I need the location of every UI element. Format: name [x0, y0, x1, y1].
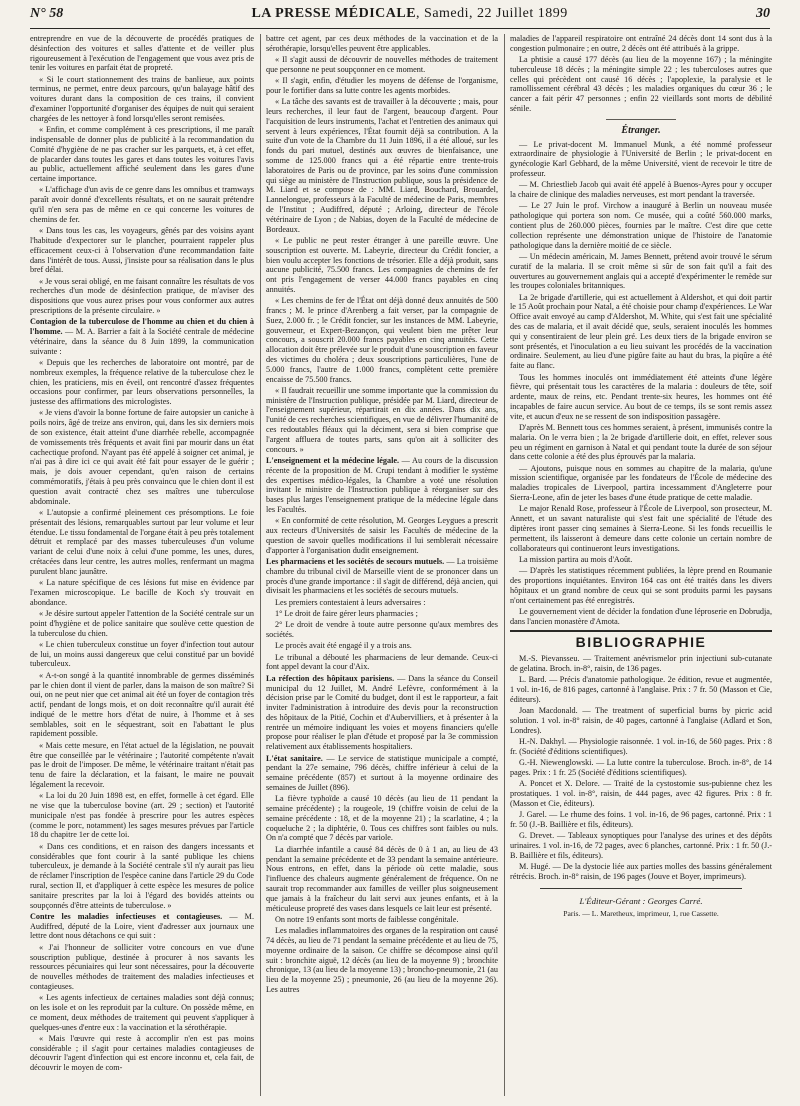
paragraph: maladies de l'appareil respiratoire ont entraîné 24 décès dont 14 sont dus à la congestion pulmonaire ; en outre, 2 décès ont été attribués à la grippe. [510, 34, 772, 53]
paragraph: 1° Le droit de faire gérer leurs pharmacies ; [275, 608, 418, 618]
paragraph: La mission partira au mois d'Août. [519, 554, 633, 564]
section-divider [606, 119, 676, 120]
paragraph: « Les chemins de fer de l'État ont déjà donné deux annuités de 500 francs ; M. le prince d'Arenberg a fait verser, par la compagnie de Suez, 2.000 fr. ; le Crédit foncier, sur les instances de MM. Labeyrie, gouverneur, et Expert-Bezançon, qui veulent bien me prêter leur concours, a souscrit 20.000 francs payables en cinq annuités. Cette allocation doit être prélevée sur le produit d'une souscription en faveur des victimes du choléra ; deux souscriptions particulières, l'une de 5.000 francs, l'autre de 1.000 francs, complètent cette première encaisse de 75.500 francs. [266, 296, 498, 384]
bibliography-entry: L. Bard. — Précis d'anatomie pathologique. 2e édition, revue et augmentée, 1 vol. in-16, de 816 pages, cartonné à l'anglaise. Prix : 7 fr. 50 (Masson et Cie, éditeurs). [510, 675, 772, 704]
article-pharmaciens [266, 557, 498, 596]
bibliography-rule [510, 630, 772, 632]
paragraph: « Dans ces conditions, et en raison des dangers incessants et considérables que font courir à la santé publique les chiens tuberculeux, je demande à la Société centrale s'il n'y aurait pas lieu de réclamer l'inscription de l'espèce canine dans l'article 29 du Code rural, section II, et d'appliquer à cette espèce les mesures de police sanitaire prescrites par la loi à l'égard des bovidés atteints ou soupçonnés d'être atteints de tuberculose. » [30, 841, 254, 910]
article-heading: Contagion de la tuberculose de l'homme au chien et du chien à l'homme. [30, 317, 254, 337]
paragraph: — D'après les statistiques récemment publiées, la lèpre prend en Roumanie des proportions inquiétantes. Environ 164 cas ont été traités dans les divers hôpitaux et un grand nombre de ceux qui se sont produits parmi les paysans n'ont certainement pas été enregistrés. [510, 566, 772, 605]
paragraph: « Enfin, et comme complément à ces prescriptions, il me paraît indispensable de donner plus de publicité à la recommandation du Comité d'hygiène de ne pas cracher sur les parquets, et, à cet effet, de placarder dans toutes les gares et dans toutes les voitures l'avis au public, actuellement affiché seulement dans les gares d'une certaine importance. [30, 125, 254, 184]
bibliography-list [510, 654, 772, 882]
paragraph: « L'affichage d'un avis de ce genre dans les omnibus et tramways paraît avoir donné d'excellents résultats, et on ne saurait prétendre qu'il n'en sera pas de même en ce qui concerne les voitures de chemins de fer. [30, 185, 254, 224]
bibliography-entry: Joan Macdonald. — The treatment of superficial burns by picric acid solution. 1 vol. in-8° raisin, de 40 pages, cartonné à l'anglaise (Adlard et Son, Londres). [510, 706, 772, 735]
paragraph: « L'autopsie a confirmé pleinement ces présomptions. Le foie présentait des lésions, remarquables surtout par leur volume et leur étendue. Le tissu fondamental de l'organe était à peu près totalement détruit et remplacé par des masses tuberculeuses d'un volume variant de celui d'une noix à celui d'une pomme, les unes, dures, crétacées dans leur centre, les autres molles, renfermant un magma purulent blanc jaunâtre. [30, 507, 254, 576]
paragraph: « La nature spécifique de ces lésions fut mise en évidence par l'examen microscopique. Le bacille de Koch s'y trouvait en abondance. [30, 578, 254, 607]
paragraph: « Si le court stationnement des trains de banlieue, aux points terminus, ne permet, entre deux parcours, qu'un balayage hâtif des voitures durant dans la composition de ces trains, il convient d'examiner l'opportunité d'organiser des équipes de nuit qui seraient chargées de les nettoyer à fond lorsqu'elles seront remisées. [30, 74, 254, 123]
paragraph: « A-t-on songé à la quantité innombrable de germes disséminés par le chien dont il vient de parler, dans la maison de son maître? Si oui, on ne peut nier que cet animal ait été un foyer de contagion très actif, pendant de longs mois, et on doit reconnaître qu'il aurait été indiqué de le mettre hors d'état de nuire, à l'homme et à ses semblables, soit en le séquestrant, soit en l'abattant le plus rapidement possible. [30, 670, 254, 739]
paragraph: La diarrhée infantile a causé 84 décès de 0 à 1 an, au lieu de 43 pendant la semaine précédente et de 33 pendant la semaine antérieure. Nous entrons, en effet, dans la période où cette maladie, sous l'influence des chaleurs augmente généralement de fréquence. On ne saurait trop recommander aux familles de veiller plus soigneusement que jamais à la fraîcheur du lait servi aux jeunes enfants, et à la méticuleuse propreté des vases dans lesquels ce lait leur est présenté. [266, 844, 498, 913]
paragraph: — M. Audiffred, député de la Loire, vient d'adresser aux journaux une lettre dont nous détachons ce qui suit : [30, 911, 254, 941]
paragraph: — Dans la séance du Conseil municipal du 12 Juillet, M. André Lefèvre, conformément à la décision prise par le Comité du budget, dont il est le rapporteur, a fait inviter l'administration à introduire des devis pour la reconstruction des hôpitaux de la Pitié, Cochin et d'Aubervilliers, et à présenter à la rentrée un mémoire indiquant les voies et moyens financiers qu'elle propose pour réaliser le plan d'étude et proposé par la 3e commission relativement aux établissements hospitaliers. [266, 673, 498, 752]
paragraph: 2° Le droit de vendre à toute autre personne qu'aux membres des sociétés. [266, 620, 498, 640]
paragraph: Les premiers contestaient à leurs adversaires : [275, 597, 426, 607]
article-heading: L'état sanitaire. [266, 753, 323, 763]
paragraph: — Le 27 Juin le prof. Virchow a inauguré à Berlin un nouveau musée pathologique qui portera son nom. Ce musée, qui a coûté 560.000 marks, contient plus de 260.000 pièces, fournies par le maître. C'est dire que cette collection représente une démonstration unique de l'histoire de l'anatomie pathologique dans la dernière moitié de ce siècle. [510, 201, 772, 250]
paragraph: « En conformité de cette résolution, M. Georges Leygues a prescrit aux recteurs d'Universités de saisir les Facultés de médecine de la question de savoir quelles modifications il lui semblerait nécessaire d'apporter à l'organisation dudit enseignement. [266, 516, 498, 555]
paragraph: « Mais cette mesure, en l'état actuel de la législation, ne pouvait être que conseillée par le vétérinaire ; l'autorité compétente n'avait pas le droit de l'imposer. De même, le vétérinaire traitant n'était pas tenu de faire la déclaration, et la faisant, le maire ne pouvait légalement la recevoir. [30, 740, 254, 789]
article-heading: L'enseignement et la médecine légale. [266, 455, 400, 465]
column-3 [510, 34, 772, 1094]
article-maladies-infectieuses [30, 912, 254, 941]
paragraph: La phtisie a causé 177 décès (au lieu de la moyenne 167) ; la méningite tuberculeuse 18 décès ; la méningite simple 22 ; les tuberculoses autres que celles qui précèdent ont causé 16 décès ; l'apoplexie, la paralysie et le ramollissement cérébral 43 décès ; les maladies organiques du cœur 36 ; le cancer a fait périr 47 personnes ; enfin 22 vieillards sont morts de débilité sénile. [510, 55, 772, 114]
article-heading: La réfection des hôpitaux parisiens. [266, 673, 395, 683]
paragraph: « Je désire surtout appeler l'attention de la Société centrale sur un point d'hygiène et de police sanitaire que soulève cette question de la tuberculose du chien. [30, 608, 254, 638]
bibliography-entry: M.-S. Pievansseu. — Traitement anévrismelor prin injectiuni sub-cutanate de gelatina. Broch. in-8°, raisin, de 136 pages. [510, 654, 772, 674]
paragraph: « Les agents infectieux de certaines maladies sont déjà connus; on les isole et on les reproduit par la culture. On possède même, en ce moment, deux méthodes de traitement qui peuvent s'appliquer à quelques-unes d'entre eux : la vaccination et la sérothérapie. [30, 993, 254, 1032]
column-2 [266, 34, 498, 1094]
paragraph: La 2e brigade d'artillerie, qui est actuellement à Aldershot, et qui doit partir le 15 Août prochain pour Natal, a été choisie pour champ d'expériences. Le War Office avait envoyé au camp d'Aldershot, M. White, qui s'est fait une spécialité des cas de malaria, et il avait décidé que, seuls, seraient inoculés les hommes qui y consentiraient de leur plein gré. Les deux tiers de la brigade environ se sont présentés, et l'inoculation a eu lieu suivant les procédés de la vaccination ordinaire. Seulement, au lieu d'une pigûre faite au haut du bras, la piqûre a été faite au flanc. [510, 292, 772, 371]
paragraph: battre cet agent, par ces deux méthodes de la vaccination et de la sérothérapie, lorsqu'elles peuvent être applicables. [266, 34, 498, 53]
paragraph: « Il s'agit, enfin, d'étudier les moyens de défense de l'organisme, pour le fortifier dans sa lutte contre les agents morbides. [266, 76, 498, 95]
bibliography-title: BIBLIOGRAPHIE [575, 634, 707, 651]
header-rule [30, 28, 770, 29]
paragraph: « J'ai l'honneur de solliciter votre concours en vue d'une souscription publique, destinée à procurer à nos savants les ressources pécuniaires qui leur sont nécessaires, pour la découverte de nouvelles méthodes de traitement des maladies infectieuses et contagieuses. [30, 942, 254, 991]
bibliography-entry: M. Hugé. — De la dystocie liée aux parties molles des bassins généralement rétrécis. Broch. in-8° raisin, de 196 pages (Jouve et Boyer, imprimeurs). [510, 862, 772, 881]
paragraph: — Le service de statistique municipale a compté, pendant la 27e semaine, 796 décès, chiffre inférieur à celui de la semaine précédente (857) et surtout à la moyenne ordinaire des semaines de Juillet (896). [266, 753, 498, 792]
paragraph: — La troisième chambre du tribunal civil de Marseille vient de se prononcer dans un procès d'une grande importance : il s'agit de différend, déjà ancien, qui divisait les pharmaciens et les sociétés de secours mutuels. [266, 556, 498, 596]
paragraph: « Dans tous les cas, les voyageurs, gênés par des voisins ayant l'habitude d'expectorer sur le plancher, pourraient rappeler plus efficacement ceux-ci à l'observation d'une recommandation faite dans l'intérêt de tous. Aussi, j'insiste pour sa réalisation dans le plus bref délai. [30, 226, 254, 275]
paragraph: « La loi du 20 Juin 1898 est, en effet, formelle à cet égard. Elle ne vise que la tuberculose bovine (art. 29 ; section) et l'autorité municipale n'est pas fondée à prescrire pour les autres espèces (comme le porc, notamment) les sages mesures prévues par l'article 18 du chapitre 1er de cette loi. [30, 791, 254, 840]
paragraph: « Je viens d'avoir la bonne fortune de faire autopsier un caniche à poils noirs, âgé de treize ans environ, qui, dans les six derniers mois de son existence, était atteint d'une diarrhée rebelle, accompagnée de vomissements très fréquents et avait fini par mourir dans un état cachectique profond. N'ayant pas été appelé à soigner cet animal, je n'ai pas à dire ici ce qui avait été fait pour essayer de le guérir ; mais, je dois avouer cependant, qu'en raison de certains commémoratifs, j'étais à peu près convaincu que le chien dont il est question avait contracté chez ses maîtres une tuberculose abdominale. [30, 408, 254, 506]
running-head [30, 6, 770, 26]
paragraph: — Ajoutons, puisque nous en sommes au chapitre de la malaria, qu'une mission scientifique, organisée par les fondateurs de l'École de médecine des maladies tropicales de Liverpool, partira incessamment d'Angleterre pour Sierra-Leone, afin de jeter les bases d'une étude pratique de cette maladie. [510, 463, 772, 503]
article-tuberculose-chien [30, 317, 254, 356]
editor-credit: L'Éditeur-Gérant : Georges Carré. [579, 895, 703, 906]
paragraph: Les maladies inflammatoires des organes de la respiration ont causé 74 décès, au lieu de 71 pendant la semaine précédente et au lieu de 75, moyenne ordinaire de la saison. Ce chiffre se décompose ainsi qu'il suit : bronchite aiguë, 12 décès (au lieu de la moyenne 9) ; bronchite chronique, 13 (au lieu de la moyenne 13) ; broncho-pneumonie, 21 (au lieu de la moyenne 25) ; pneumonie, 26 (au lieu de la moyenne 26). Les autres [266, 926, 498, 994]
paragraph: Tous les hommes inoculés ont immédiatement été atteints d'une légère fièvre, qui présentait tous les caractères de la malaria : douleurs de tête, soif ardente, maux de reins, etc. Pendant trente-six heures, les hommes ont été incapables de faire aucun service. Au bout de ce temps, ils se sont remis assez vite, et aucun d'eux ne se ressent de son indisposition passagère. [510, 372, 772, 421]
page-number: 30 [756, 6, 770, 21]
article-medecine-legale [266, 456, 498, 515]
issue-date: , Samedi, 22 Juillet 1899 [416, 6, 568, 21]
bibliography-entry: G.-H. Niewenglowski. — La lutte contre la tuberculose. Broch. in-8°, de 14 pages. Prix : 1 fr. 25 (Société d'éditions scientifiques). [510, 758, 772, 777]
paragraph: « La tâche des savants est de travailler à la découverte ; mais, pour leurs recherches, il leur faut de l'argent, beaucoup d'argent. Pour l'acquisition de leurs instruments, l'achat et l'entretien des animaux qui servent à leurs expériences, l'État fournit déjà sa contribution. A la suite d'un vote de la Chambre du 11 Juin 1896, il a été alloué, sur les fonds du pari mutuel, destinés aux œuvres de bienfaisance, une somme de 125.000 francs qui a été répartie entre trente-trois laboratoires de Paris ou de province, par les soins d'une commission qui siège au ministère de l'Instruction publique, sous la présidence de M. Liard et se compose de : MM. Liard, Bouchard, Brouardel, Lannelongue, professeurs à la Faculté de médecine de Paris, membres de l'Institut ; Audiffred, député ; Arloing, directeur de l'école vétérinaire de Lyon ; de Nabias, doyen de la Faculté de médecine de Bordeaux. [266, 97, 498, 234]
paragraph: — M. Chriestlieb Jacob qui avait été appelé à Buenos-Ayres pour y occuper la chaire de clinique des maladies nerveuses, est mort pendant la traversée. [510, 180, 772, 200]
bibliography-entry: A. Poncet et X. Delore. — Traité de la cystostomie sus-pubienne chez les prostatiques. 1 vol. in-8°, raisin, de 444 pages, avec 42 figures. Prix : 8 fr. (Masson et Cie, éditeurs). [510, 779, 772, 808]
paragraph: « Le chien tuberculeux constitue un foyer d'infection tout autour de lui, un moins aussi dangereux que celui constitué par un bovidé tuberculeux. [30, 639, 254, 669]
article-etat-sanitaire [266, 754, 498, 793]
paragraph: « Le public ne peut rester étranger à une pareille œuvre. Une souscription est ouverte. M. Labeyrie, directeur du Crédit foncier, a bien voulu accepter les fonctions de trésorier. Elle a déjà produit, sans aucune publicité, 75.500 francs. Les compagnies de chemins de fer ont pris l'engagement de verser 44.000 francs payables en cinq annuités. [266, 235, 498, 294]
paragraph: — Le privat-docent M. Immanuel Munk, a été nommé professeur extraordinaire de physiologie à l'Université de Berlin ; le privat-docent en gynécologie Karl Gebhard, de la même Université, vient de recevoir le titre de professeur. [510, 139, 772, 179]
section-title-etranger: Étranger. [621, 124, 661, 136]
paragraph: — Au cours de la discussion récente de la proposition de M. Crupi tendant à modifier le système des expertises médico-légales, la Chambre a voté une résolution invitant le ministre de l'Instruction publique à réorganiser sur des bases plus larges l'enseignement pratique de la médecine légale dans les Facultés. [266, 455, 498, 514]
bibliography-entry: G. Drevet. — Tableaux synoptiques pour l'analyse des urines et des dépôts urinaires. 1 vol. in-16, de 72 pages, avec 6 planches, cartonné. Prix : 1 fr. 50 (J.-B. Baillière et fils, éditeurs). [510, 831, 772, 860]
column-1 [30, 34, 254, 1094]
paragraph: Le procès avait été engagé il y a trois ans. [275, 641, 412, 651]
paragraph: Le gouvernement vient de décider la fondation d'une léproserie en Dobrudja, dans l'ancien monastère d'Amota. [510, 606, 772, 626]
paragraph: « Il faudrait recueillir une somme importante que la commission du ministère de l'Instruction publique, présidée par M. Liard, directeur de l'enseignement supérieur, répartirait en dix années. Dans dix ans, l'unité de ces recherches scientifiques, en vue de délivrer l'humanité de ces redoutables fléaux qui la déciment, sera si bien comprise que l'argent affluera de toutes parts, sans qu'on ait à solliciter des concours. » [266, 385, 498, 454]
paragraph: Le major Renald Rose, professeur à l'École de Liverpool, son prosecteur, M. Annett, et un savant naturaliste qui s'est fait une spécialité de l'étude des diptères iront passer cinq semaines à Sierra-Leone. Si les fonds recueillis le permettent, ils laisseront à demeure dans cette colonie un certain nombre de collaborateurs qui continueront leurs investigations. [510, 504, 772, 553]
paragraph: — M. A. Barrier a fait à la Société centrale de médecine vétérinaire, dans la séance du 8 Juin 1899, la communication suivante : [30, 327, 254, 356]
article-hopitaux [266, 674, 498, 752]
column-divider-1 [260, 34, 261, 1096]
article-heading: Contre les maladies infectieuses et contagieuses. [30, 911, 223, 921]
paragraph: « Il s'agit aussi de découvrir de nouvelles méthodes de traitement que personne ne peut soupçonner en ce moment. [266, 55, 498, 74]
paragraph: La fièvre typhoïde a causé 10 décès (au lieu de 11 pendant la semaine précédente) ; la rougeole, 19 (chiffre voisin de celui de la semaine précédente : 18, et de la moyenne 21) ; la scarlatine, 4 ; la coqueluche 2 ; la diphtérie, 0. Tous ces chiffres sont faibles ou nuls. On n'a compté que 7 décès par variole. [266, 794, 498, 843]
paragraph: On notre 19 enfants sont morts de faiblesse congénitale. [275, 914, 459, 924]
editor-rule [540, 888, 742, 889]
paragraph: « Je vous serai obligé, en me faisant connaître les résultats de vos recherches d'un mode de désinfection pratique, de m'aviser des dispositions que vous aurez prises pour vous conformer aux autres prescriptions de la présente circulaire. » [30, 276, 254, 316]
paragraph: « Depuis que les recherches de laboratoire ont montré, par de nombreux exemples, la fréquence relative de la tuberculose chez le chien, les praticiens, mis en éveil, ont rencontré d'assez fréquentes occasions pour confirmer, par leurs observations personnelles, la justesse des affirmations des micrologistes. [30, 358, 254, 407]
paragraph: — Un médecin américain, M. James Bennett, prétend avoir trouvé le sérum curatif de la malaria. Il se croit même si sûr de son fait qu'il a fait des ouvertures au gouvernement anglais qui a accepté d'expérimenter le remède sur les troupes coloniales britanniques. [510, 251, 772, 291]
issue-number: N° 58 [30, 6, 64, 21]
paragraph: entreprendre en vue de la découverte de procédés pratiques de désinfection des voitures et salles d'attente et de veiller plus rigoureusement à l'exécution de l'engagement que vous avez pris de tenir les voitures en parfait état de propreté. [30, 34, 254, 73]
masthead [251, 6, 567, 22]
journal-title: LA PRESSE MÉDICALE [251, 6, 417, 21]
paragraph: « Mais l'œuvre qui reste à accomplir n'en est pas moins considérable ; il s'agit pour certaines maladies contagieuses de découvrir l'agent d'infection qui est encore inconnu et, cela fait, de découvrir le moyen de com- [30, 1033, 254, 1073]
article-heading: Les pharmaciens et les sociétés de secours mutuels. [266, 556, 445, 566]
column-divider-2 [504, 34, 505, 1096]
bibliography-entry: J. Garel. — Le rhume des foins. 1 vol. in-16, de 96 pages, cartonné. Prix : 1 fr. 50 (J.-B. Baillière et fils, éditeurs). [510, 810, 772, 829]
paragraph: Le tribunal a débouté les pharmaciens de leur demande. Ceux-ci font appel devant la cour d'Aix. [266, 652, 498, 672]
printer-credit: Paris. — L. Maretheux, imprimeur, 1, rue Cassette. [563, 908, 719, 918]
paragraph: D'après M. Bennett tous ces hommes seraient, à présent, immunisés contre la malaria. On le verra bien ; la 2e brigade d'artillerie doit, en effet, relever sous peu un régiment en garnison à Natal et qui pendant toute la durée de son séjour dans cette colonie a été des plus éprouvés par la malaria. [510, 422, 772, 462]
bibliography-entry: H.-N. Dakhyl. — Physiologie raisonnée. 1 vol. in-16, de 560 pages. Prix : 8 fr. (Société d'éditions scientifiques). [510, 737, 772, 756]
